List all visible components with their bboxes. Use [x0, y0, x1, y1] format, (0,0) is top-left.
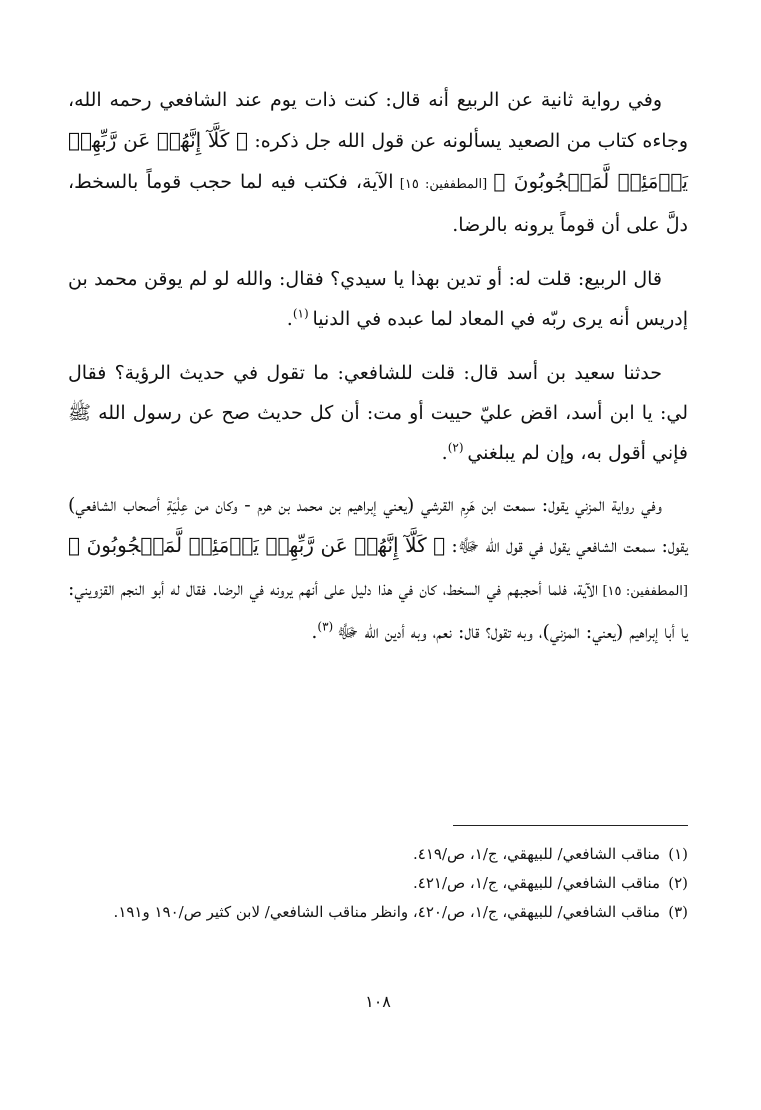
surah-citation: [المطففين: ١٥]: [393, 177, 494, 192]
footnote-reference: (٢): [447, 440, 468, 455]
text-segment: الآية، فلما أحجبهم في السخط، كان في هذا دليل على أنهم يرونه في الرضا. فقال له أبو النجم القزويني: يا أبا إبراهيم (يعني: المزني)، وبه تقول؟ قال: نعم، وبه أدين الله ﷻ: [68, 578, 688, 643]
page-number: ١٠٨: [365, 992, 391, 1011]
footnote-number: (٣): [668, 903, 688, 921]
footnote: [68, 871, 688, 896]
footnote-text: مناقب الشافعي/ للبيهقي، ج/١، ص/٤١٩.: [413, 845, 660, 863]
quran-verse: ﴿ كَلَّآ إِنَّهُمۡ عَن رَّبِّهِمۡ يَوۡمَئِذٖ لَّمَحۡجُوبُونَ ﴾: [68, 128, 688, 193]
text-segment: الآية، فكتب فيه لما حجب قوماً بالسخط، دلَّ على أن قوماً يرونه بالرضا.: [68, 171, 688, 236]
footnote: [68, 900, 688, 925]
text-segment: قال الربيع: قلت له: أو تدين بهذا يا سيدي؟ فقال: والله لو لم يوقن محمد بن إدريس أنه يرى ربّه في المعاد لما عبده في الدنيا: [68, 268, 688, 330]
paragraph: [68, 259, 688, 339]
paragraph: [68, 353, 688, 473]
footnote-number: (٢): [668, 874, 688, 892]
book-page: [68, 80, 688, 1080]
footnote-text: مناقب الشافعي/ للبيهقي، ج/١، ص/٤٢١.: [413, 874, 660, 892]
text-segment: .: [311, 621, 318, 643]
surah-citation: [المطففين: ١٥]: [598, 584, 688, 599]
footnote-reference: (١): [292, 306, 313, 321]
footnote-divider: [453, 825, 688, 826]
body-text: [68, 80, 688, 652]
footnote-number: (١): [668, 845, 688, 863]
footnote-text: مناقب الشافعي/ للبيهقي، ج/١، ص/٤٢٠، وانظر مناقب الشافعي/ لابن كثير ص/١٩٠ و١٩١.: [113, 903, 660, 921]
text-segment: .: [286, 308, 293, 330]
footnote-reference: (٣): [317, 619, 338, 634]
paragraph: [68, 485, 688, 652]
text-segment: وفي رواية ثانية عن الربيع أنه قال: كنت ذات يوم عند الشافعي رحمه الله، وجاءه كتاب من الصعيد يسألونه عن قول الله جل ذكره:: [68, 89, 689, 152]
footnote: [68, 842, 688, 867]
paragraph: [68, 80, 688, 245]
text-segment: .: [441, 442, 448, 464]
text-segment: حدثنا سعيد بن أسد قال: قلت للشافعي: ما تقول في حديث الرؤية؟ فقال لي: يا ابن أسد، اقض عليّ حييت أو مت: أن كل حديث صح عن رسول الله ﷺ فإني أقول به، وإن لم يبلغني: [68, 362, 688, 464]
quran-verse: ﴿ كَلَّآ إِنَّهُمۡ عَن رَّبِّهِمۡ يَوۡمَئِذٖ لَّمَحۡجُوبُونَ ﴾: [68, 533, 446, 557]
footnotes: [68, 842, 688, 929]
text-segment: وفي رواية المزني يقول: سمعت ابن هَرِم القرشي (يعني إبراهيم بن محمد بن هرم - وكان من عِلْيَةِ أصحاب الشافعي) يقول: سمعت الشافعي يقول في قول الله ﷻ:: [68, 494, 688, 557]
